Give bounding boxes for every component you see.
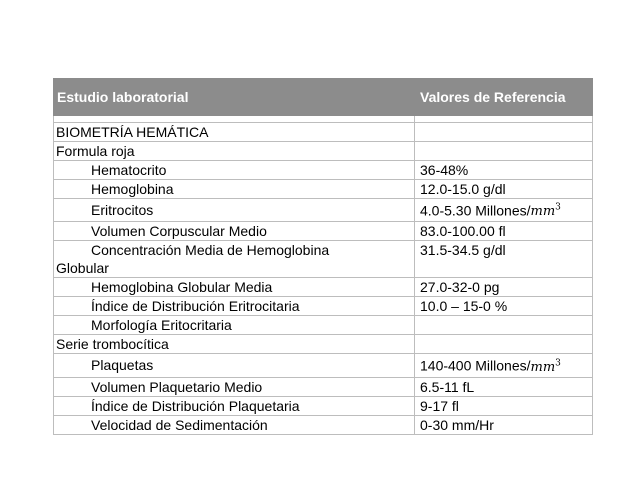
- study-name: Hematocrito: [54, 161, 415, 180]
- study-name-wrapped: [54, 241, 415, 278]
- column-header-reference: Valores de Referencia: [415, 79, 593, 116]
- study-name: Morfología Eritocritaria: [54, 316, 415, 335]
- unit-math: [531, 204, 561, 219]
- unit-text: mm: [530, 204, 556, 220]
- unit-text: mm: [530, 359, 556, 375]
- header-row: [54, 79, 593, 116]
- reference-values-table: [53, 78, 593, 435]
- reference-value: [415, 142, 593, 161]
- subsection-heading: Formula roja: [54, 142, 415, 161]
- study-name: Volumen Plaquetario Medio: [54, 377, 415, 396]
- reference-value: [415, 316, 593, 335]
- study-name-line1: Concentración Media de Hemoglobina: [91, 242, 330, 259]
- reference-value: 0-30 mm/Hr: [415, 415, 593, 434]
- reference-value: [415, 354, 593, 377]
- table-row: [54, 354, 593, 377]
- table-row: [54, 396, 593, 415]
- column-header-study: Estudio laboratorial: [54, 79, 415, 116]
- study-name: Hemoglobina: [54, 180, 415, 199]
- reference-value: 12.0-15.0 g/dl: [415, 180, 593, 199]
- table-row: [54, 415, 593, 434]
- value-text: 140-400 Millones/: [420, 357, 531, 374]
- reference-value: 10.0 – 15-0 %: [415, 297, 593, 316]
- section-heading: BIOMETRÍA HEMÁTICA: [54, 123, 415, 142]
- table-row: [54, 222, 593, 241]
- table-row: [54, 142, 593, 161]
- table-row: [54, 335, 593, 354]
- reference-value: 9-17 fl: [415, 396, 593, 415]
- reference-value: [415, 335, 593, 354]
- value-text: 4.0-5.30 Millones/: [420, 202, 531, 219]
- study-name: Volumen Corpuscular Medio: [54, 222, 415, 241]
- reference-value: 36-48%: [415, 161, 593, 180]
- study-name-line2: Globular: [56, 260, 109, 277]
- unit-math: [531, 360, 561, 375]
- reference-value: 6.5-11 fL: [415, 377, 593, 396]
- study-name: Hemoglobina Globular Media: [54, 278, 415, 297]
- study-name: Índice de Distribución Eritrocitaria: [54, 297, 415, 316]
- study-name: Eritrocitos: [54, 199, 415, 222]
- table-row: [54, 278, 593, 297]
- table-row: [54, 377, 593, 396]
- table-row: [54, 123, 593, 142]
- study-name: Índice de Distribución Plaquetaria: [54, 396, 415, 415]
- table-row: [54, 241, 593, 278]
- table-row: [54, 161, 593, 180]
- spacer-row: [54, 116, 593, 123]
- table-row: [54, 297, 593, 316]
- study-name: Plaquetas: [54, 354, 415, 377]
- study-name: Velocidad de Sedimentación: [54, 415, 415, 434]
- reference-value: 27.0-32-0 pg: [415, 278, 593, 297]
- table-row: [54, 199, 593, 222]
- unit-exponent: 3: [555, 203, 561, 213]
- subsection-heading: Serie trombocítica: [54, 335, 415, 354]
- unit-exponent: 3: [555, 358, 561, 369]
- table-row: [54, 180, 593, 199]
- reference-value: 31.5-34.5 g/dl: [415, 241, 593, 278]
- reference-value: [415, 199, 593, 222]
- table-row: [54, 316, 593, 335]
- reference-value: 83.0-100.00 fl: [415, 222, 593, 241]
- reference-value: [415, 123, 593, 142]
